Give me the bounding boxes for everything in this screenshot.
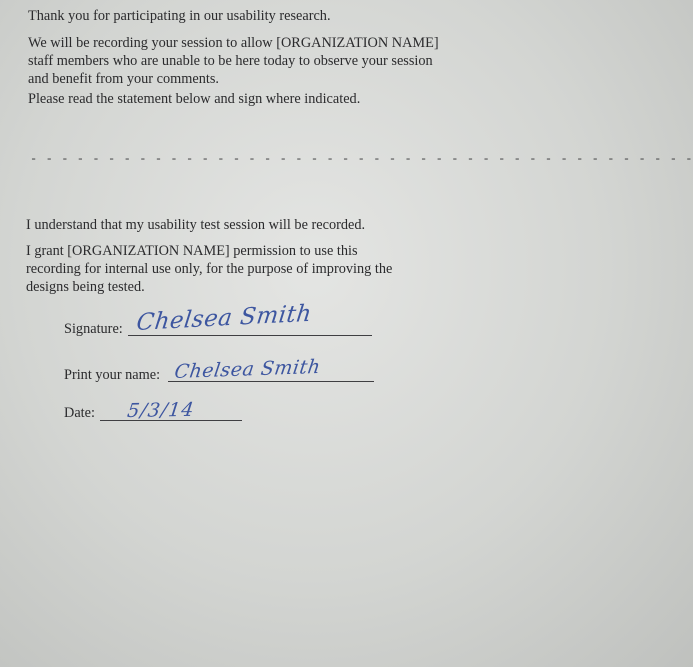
instruction-text: Please read the statement below and sign where indicated. — [28, 91, 361, 107]
signature-label: Signature: — [64, 321, 123, 337]
recording-notice-text: We will be recording your session to allow [ORGANIZATION NAME] staff members who are unable to be here today to observe your session and benefit from your comments. — [28, 35, 439, 87]
understand-statement: I understand that my usability test session will be recorded. — [26, 217, 366, 233]
print-name-handwriting: Chelsea Smith — [173, 355, 322, 383]
cut-line-divider: - - - - - - - - - - - - - - - - - - - - - - - - - - - - - - - - - - - - - - - - - - - — [30, 152, 693, 166]
signature-handwriting: Chelsea Smith — [135, 300, 314, 336]
date-label: Date: — [64, 405, 95, 421]
print-name-label: Print your name: — [64, 367, 161, 383]
thank-you-text: Thank you for participating in our usability research. — [28, 8, 331, 24]
signature-field[interactable] — [128, 335, 372, 336]
date-handwriting: 5/3/14 — [126, 398, 196, 422]
grant-statement: I grant [ORGANIZATION NAME] permission to use this recording for internal use only, for the purpose of improving the designs being tested. — [26, 243, 393, 295]
